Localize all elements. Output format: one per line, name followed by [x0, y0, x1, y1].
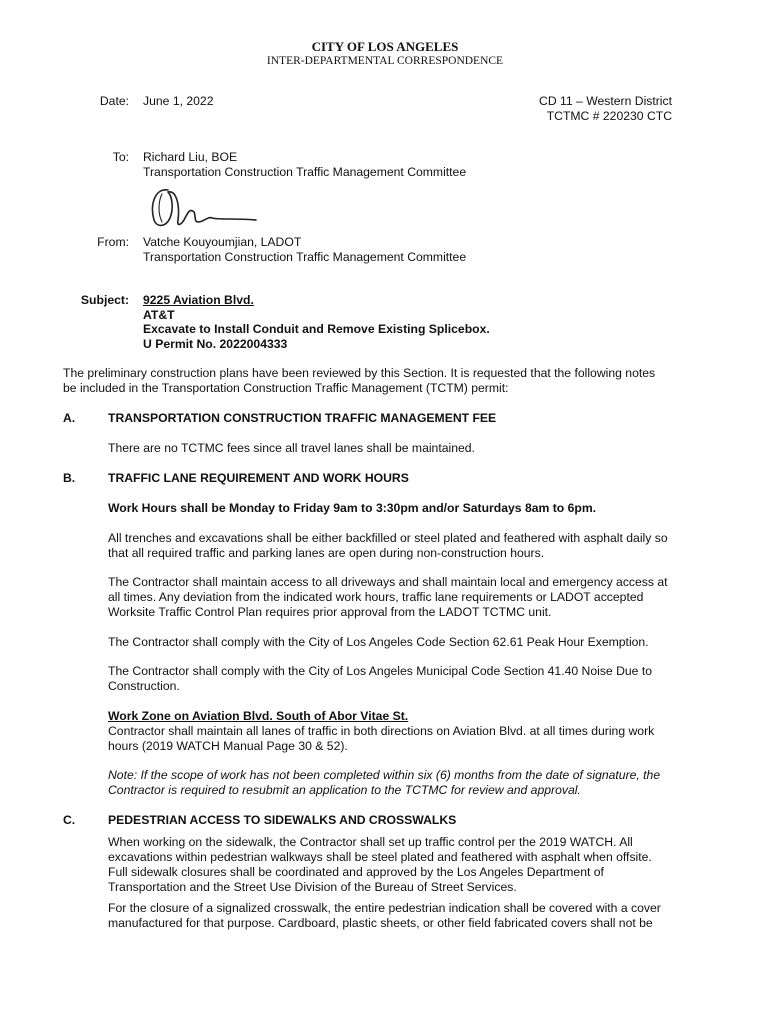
intro-line-1: The preliminary construction plans have been reviewed by this Section. It is requested that the following notes [63, 366, 656, 380]
letterhead-subtitle: INTER-DEPARTMENTAL CORRESPONDENCE [266, 55, 504, 67]
section-a-heading: TRANSPORTATION CONSTRUCTION TRAFFIC MANAGEMENT FEE [108, 411, 497, 425]
work-zone-line-1: Contractor shall maintain all lanes of traffic in both directions on Aviation Blvd. at all times during work [108, 724, 655, 738]
sidewalk-line-4: Transportation and the Street Use Division of the Bureau of Street Services. [108, 880, 517, 894]
from-name: Vatche Kouyoumjian, LADOT [143, 235, 302, 249]
from-committee: Transportation Construction Traffic Management Committee [143, 250, 467, 264]
work-zone-line-2: hours (2019 WATCH Manual Page 30 & 52). [108, 739, 348, 753]
section-b-letter: B. [63, 471, 76, 485]
note-line-1: Note: If the scope of work has not been completed within six (6) months from the date of signature, the [108, 768, 661, 782]
subject-label: Subject: [80, 293, 129, 307]
intro-line-2: be included in the Transportation Construction Traffic Management (TCTM) permit: [63, 381, 509, 395]
crosswalk-line-2: manufactured for that purpose. Cardboard, plastic sheets, or other field fabricated covers shall not be [108, 916, 653, 930]
work-zone-heading: Work Zone on Aviation Blvd. South of Abor Vitae St. [108, 709, 409, 723]
section-c-heading: PEDESTRIAN ACCESS TO SIDEWALKS AND CROSSWALKS [108, 813, 457, 827]
sidewalk-line-2: excavations within pedestrian walkways shall be steel plated and feathered with asphalt when offsite. [108, 850, 652, 864]
noise-line-2: Construction. [108, 679, 180, 693]
date-label: Date: [99, 94, 129, 108]
section-b-heading: TRAFFIC LANE REQUIREMENT AND WORK HOURS [108, 471, 409, 485]
sidewalk-line-3: Full sidewalk closures shall be coordinated and approved by the Los Angeles Department of [108, 865, 604, 879]
access-line-3: Worksite Traffic Control Plan requires prior approval from the LADOT TCTMC unit. [108, 605, 552, 619]
trenches-line-1: All trenches and excavations shall be either backfilled or steel plated and feathered with asphalt daily so [108, 531, 668, 545]
letterhead-title: CITY OF LOS ANGELES [311, 39, 459, 54]
trenches-line-2: that all required traffic and parking lanes are open during non-construction hours. [108, 546, 545, 560]
section-c-letter: C. [63, 813, 76, 827]
note-line-2: Contractor is required to resubmit an application to the TCTMC for review and approval. [108, 783, 581, 797]
district-line: CD 11 – Western District [539, 94, 672, 108]
subject-work: Excavate to Install Conduit and Remove Existing Splicebox. [143, 322, 490, 336]
subject-company: AT&T [143, 308, 175, 322]
date-value: June 1, 2022 [143, 94, 214, 108]
to-label: To: [112, 150, 129, 164]
peak-hour-line: The Contractor shall comply with the City of Los Angeles Code Section 62.61 Peak Hour Exemption. [108, 635, 649, 649]
section-a-letter: A. [63, 411, 76, 425]
access-line-1: The Contractor shall maintain access to all driveways and shall maintain local and emergency access at [108, 575, 668, 589]
to-committee: Transportation Construction Traffic Management Committee [143, 165, 467, 179]
sidewalk-line-1: When working on the sidewalk, the Contractor shall set up traffic control per the 2019 WATCH. All [108, 835, 633, 849]
to-name: Richard Liu, BOE [143, 150, 238, 164]
subject-permit: U Permit No. 2022004333 [143, 337, 288, 351]
access-line-2: all times. Any deviation from the indicated work hours, traffic lane requirements or LADOT accepted [108, 590, 644, 604]
subject-address: 9225 Aviation Blvd. [143, 293, 254, 307]
crosswalk-line-1: For the closure of a signalized crosswalk, the entire pedestrian indication shall be covered with a cover [108, 901, 661, 915]
tctmc-number: TCTMC # 220230 CTC [546, 109, 672, 123]
work-hours: Work Hours shall be Monday to Friday 9am to 3:30pm and/or Saturdays 8am to 6pm. [108, 501, 597, 515]
noise-line-1: The Contractor shall comply with the City of Los Angeles Municipal Code Section 41.40 Noise Due to [108, 664, 652, 678]
signature-image [146, 182, 261, 232]
from-label: From: [97, 235, 129, 249]
section-a-text: There are no TCTMC fees since all travel lanes shall be maintained. [108, 441, 475, 455]
